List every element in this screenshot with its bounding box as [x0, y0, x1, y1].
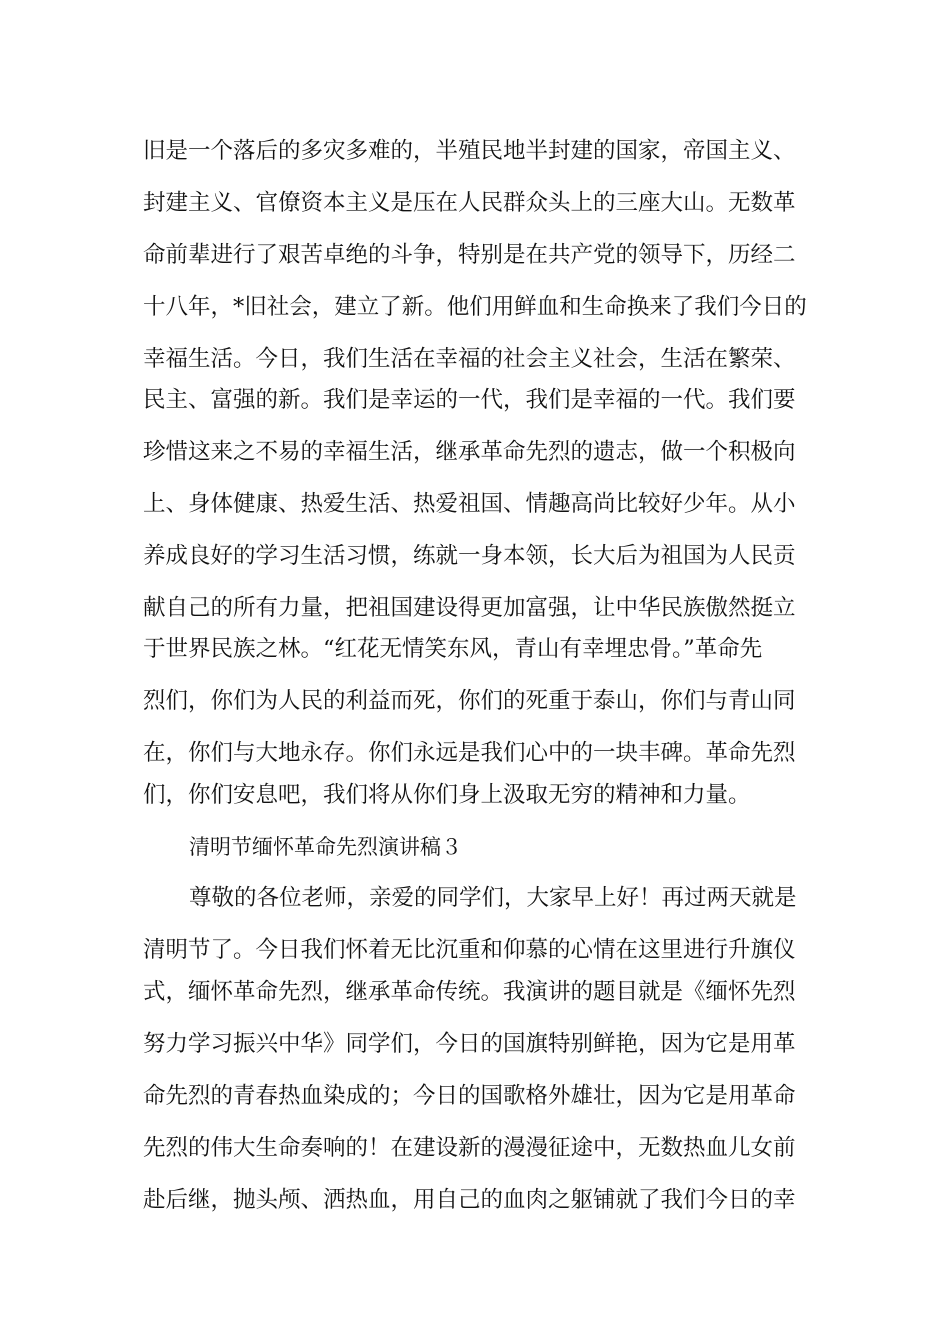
text-line: 珍惜这来之不易的幸福生活，继承革命先烈的遗志，做一个积极向 — [143, 439, 796, 465]
text-line: 民主、富强的新。我们是幸运的一代，我们是幸福的一代。我们要 — [143, 387, 796, 413]
text-line: 在，你们与大地永存。你们永远是我们心中的一块丰碑。革命先烈 — [143, 740, 796, 766]
text-line: 先烈的伟大生命奏响的！在建设新的漫漫征途中，无数热血儿女前 — [143, 1135, 796, 1161]
text-line: 于世界民族之林。“红花无情笑东风，青山有幸埋忠骨。”革命先 — [143, 636, 763, 662]
text-line: 努力学习振兴中华》同学们，今日的国旗特别鲜艳，因为它是用革 — [143, 1031, 796, 1057]
text-line: 养成良好的学习生活习惯，练就一身本领，长大后为祖国为人民贡 — [143, 543, 796, 569]
text-line: 十八年，*旧社会，建立了新。他们用鲜血和生命换来了我们今日的 — [143, 294, 807, 320]
text-line: 幸福生活。今日，我们生活在幸福的社会主义社会，生活在繁荣、 — [143, 346, 796, 372]
section-heading: 清明节缅怀革命先烈演讲稿３ — [189, 835, 462, 859]
text-line: 旧是一个落后的多灾多难的，半殖民地半封建的国家，帝国主义、 — [143, 138, 796, 164]
text-line: 命先烈的青春热血染成的；今日的国歌格外雄壮，因为它是用革命 — [143, 1083, 796, 1109]
text-line: 清明节了。今日我们怀着无比沉重和仰慕的心情在这里进行升旗仪 — [143, 937, 796, 963]
text-line: 命前辈进行了艰苦卓绝的斗争，特别是在共产党的领导下，历经二 — [143, 242, 796, 268]
text-line: 式，缅怀革命先烈，继承革命传统。我演讲的题目就是《缅怀先烈 — [143, 979, 796, 1005]
text-line: 献自己的所有力量，把祖国建设得更加富强，让中华民族傲然挺立 — [143, 595, 796, 621]
text-line: 赴后继，抛头颅、洒热血，用自己的血肉之躯铺就了我们今日的幸 — [143, 1187, 796, 1213]
text-line: 封建主义、官僚资本主义是压在人民群众头上的三座大山。无数革 — [143, 190, 796, 216]
text-line: 上、身体健康、热爱生活、热爱祖国、情趣高尚比较好少年。从小 — [143, 491, 796, 517]
text-line: 尊敬的各位老师，亲爱的同学们，大家早上好！再过两天就是 — [189, 885, 797, 911]
text-line: 烈们，你们为人民的利益而死，你们的死重于泰山，你们与青山同 — [143, 688, 796, 714]
text-line: 们，你们安息吧，我们将从你们身上汲取无穷的精神和力量。 — [143, 782, 751, 808]
